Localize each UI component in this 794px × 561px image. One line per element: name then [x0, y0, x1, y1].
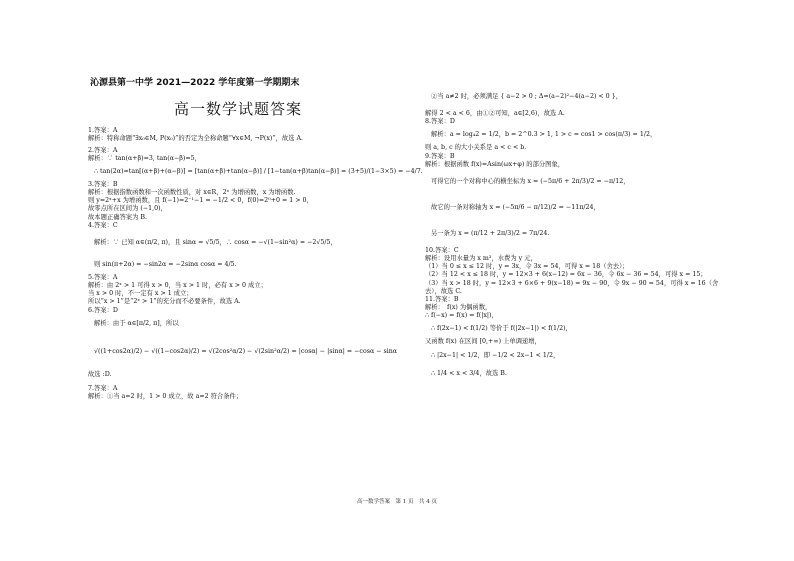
answer-line: 9.答案：B	[425, 152, 455, 160]
answer-line: 2.答案：A	[88, 146, 118, 154]
answer-line: 解得 2 < a < 6，由①②可知，a∈[2,6)，故选 A.	[425, 110, 565, 117]
answer-line: 故本题正确答案为 B.	[88, 213, 148, 221]
answer-line: ②当 a≠2 时，必须满足 { a−2 > 0 ; Δ=(a−2)²−4(a−2) < 0 }，	[431, 93, 622, 100]
answer-line: 解析：∵ 已知 α∈(π/2, π)，且 sinα = √5/5，∴ cosα = −√(1−sin²α) = −2√5/5，	[94, 238, 337, 246]
right-column	[425, 84, 725, 383]
answer-line: （1）当 0 ≤ x ≤ 12 时，y = 3x，令 3x = 54，可得 x = 18（舍去）；	[425, 263, 629, 271]
answer-line: ∴ f(−x) = f(x) = f(|x|)，	[425, 312, 498, 320]
answer-line: 1.答案：A	[88, 127, 118, 135]
answer-line: ∴ tan(2α)=tan[(α+β)+(α−β)] = [tan(α+β)+tan(α−β)] / [1−tan(α+β)tan(α−β)] = (3+5)/(1−3×5) = −4/7.	[94, 167, 423, 175]
answer-line: 解析：设用水量为 x m³，水费为 y 元，	[425, 255, 537, 263]
answer-line: 所以“x > 1”是“2ˣ > 1”的充分而不必要条件，故选 A.	[88, 298, 241, 306]
page-footer: 高一数学答案 第 1 页 共 4 页	[357, 499, 437, 505]
answer-line: 则 a, b, c 的大小关系是 a < c < b.	[425, 144, 527, 152]
answer-line: 则 sin(π+2α) = −sin2α = −2sinα cosα = 4/5.	[94, 260, 237, 268]
left-answer-list	[88, 127, 423, 401]
answer-line: 10.答案：C	[425, 246, 459, 254]
answer-line: 解析：∵ tan(α+β)=3, tan(α−β)=5，	[88, 154, 201, 162]
answer-line: 又函数 f(x) 在区间 [0,+∞) 上单调递增，	[425, 338, 541, 346]
answer-line: 解析：特称命题“∃x₀∈M, P(x₀)”的否定为全称命题“∀x∈M, ¬P(x)”，故选 A.	[88, 135, 304, 143]
answer-line: ∴ 1/4 < x < 3/4，故选 B.	[431, 369, 507, 377]
answer-line: 可得它的一个对称中心的横坐标为 x = (−5π/6 + 2π/3)/2 = −π/12，	[431, 177, 630, 185]
answer-line: √((1+cos2α)/2) − √((1−cos2α)/2) = √(2cos²α/2) − √(2sin²α/2) = |cosα| − |sinα| = −cosα − sinα	[94, 347, 398, 355]
answer-line: 解析：根据函数 f(x)=Asin(ωx+φ) 的部分图象，	[425, 160, 565, 168]
left-column	[88, 78, 423, 401]
answer-line: 解析：由 2ˣ > 1 可得 x > 0，当 x > 1 时，必有 x > 0 成立；	[88, 282, 267, 290]
right-answer-list	[425, 84, 725, 383]
answer-line: （2）当 12 < x ≤ 18 时，y = 12×3 + 6(x−12) = 6x − 36，令 6x − 36 = 54，可得 x = 15；	[425, 271, 707, 279]
answer-line: （3）当 x > 18 时，y = 12×3 + 6×6 + 9(x−18) = 9x − 90，令 9x − 90 = 54，可得 x = 16（舍	[425, 279, 719, 287]
answer-line: 解析：a = log₄2 = 1/2，b = 2^0.3 > 1, 1 > c = cos1 > cos(π/3) = 1/2，	[431, 131, 657, 139]
page-title: 高一数学试题答案	[173, 99, 302, 118]
answer-line: 7.答案：A	[88, 384, 118, 392]
answer-line: 去），故选 C.	[425, 287, 462, 295]
answer-line: 6.答案：D	[88, 306, 118, 314]
answer-line: 解析：根据指数函数和一次函数性质，对 x∈R，2ˣ 为增函数，x 为增函数.	[88, 189, 296, 197]
school-heading: 沁源县第一中学 2021—2022 学年度第一学期期末	[90, 78, 300, 88]
answer-line: 解析： f(x) 为偶函数，	[425, 304, 492, 312]
answer-line: ∴ |2x−1| < 1/2，即 −1/2 < 2x−1 < 1/2，	[431, 351, 560, 359]
answer-line: 3.答案：B	[88, 180, 118, 188]
answer-line: 8.答案：D	[425, 118, 455, 126]
answer-line: 4.答案：C	[88, 221, 118, 229]
answer-line: 当 x > 0 时，不一定有 x > 1 成立；	[88, 290, 193, 298]
answer-line: 解析：由于 α∈[π/2, π]，所以	[94, 319, 179, 327]
answer-line: ∴ f(2x−1) < f(1/2) 等价于 f(|2x−1|) < f(1/2)，	[431, 325, 572, 333]
answer-line: 则 y=2ˣ+x 为增函数，且 f(−1)=2⁻¹−1 = −1/2 < 0，f(0)=2⁰+0 = 1 > 0，	[88, 197, 313, 205]
answer-line: 故选 :D.	[88, 370, 112, 378]
answer-line: 故它的一条对称轴为 x = (−5π/6 − π/12)/2 = −11π/24，	[431, 203, 600, 211]
answer-line: 解析：①当 a=2 时，1 > 0 成立，故 a=2 符合条件；	[88, 393, 243, 401]
answer-line: 5.答案：A	[88, 273, 118, 281]
answer-line: 故零点所在区间为 (−1,0)，	[88, 205, 167, 213]
answer-line: 另一条为 x = (π/12 + 2π/3)/2 = 7π/24.	[431, 229, 550, 237]
answer-line: 11.答案：B	[425, 295, 459, 303]
